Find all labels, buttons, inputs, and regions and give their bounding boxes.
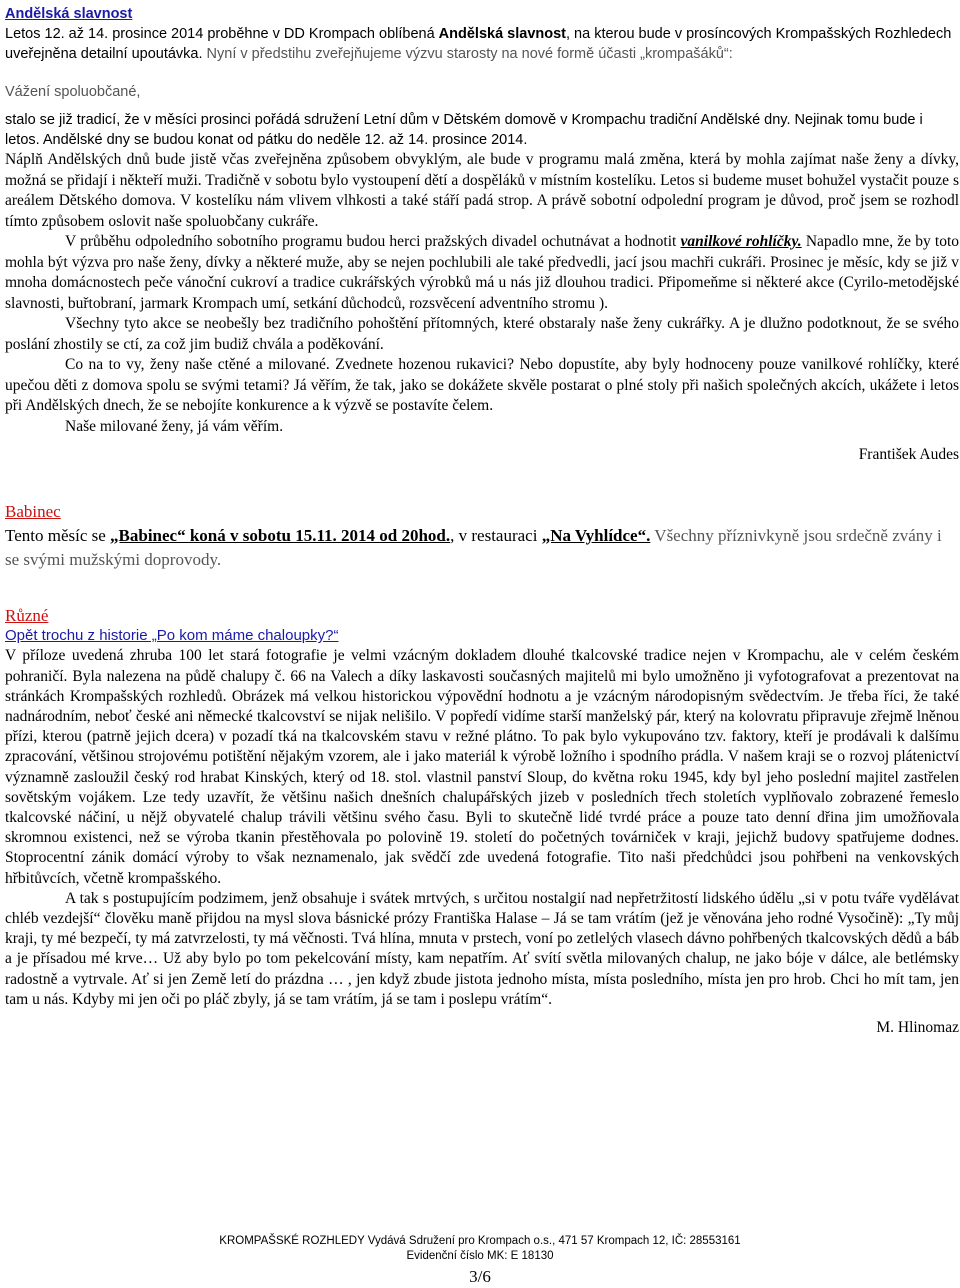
babinec-text-1: Tento měsíc se [5,526,111,545]
paragraph-5: Co na to vy, ženy naše ctěné a milované. Zvednete hozenou rukavici? Nebo dopustíte, aby byly hodnoceny pouze vanilkové rohlíčky, které upečou děti z domova spolu se svými tetami? Já věřím, že tak, jako se dokážete skvěle postarat o plné stoly při našich společných akcích, ukážete i letos při Andělských dnech, že se nebojíte konkurence a k výzvě se postavíte čelem. [5,356,959,414]
signature-hlinomaz: M. Hlinomaz [876,1019,959,1037]
babinec-text [5,524,955,572]
subtitle-historie: Opět trochu z historie „Po kom máme chaloupky?“ [5,627,339,645]
footer [0,1234,960,1264]
section-andelska-slavnost [5,4,959,466]
babinec-text-3: , v restauraci [450,526,542,545]
page-number: 3/6 [469,1267,491,1286]
paragraph-1: stalo se již tradicí, že v měsíci prosinci pořádá sdružení Letní dům v Dětském domově v Krompachu tradiční Andělské dny. Nejinak tomu bude i letos. Andělské dny se budou konat od pátku do neděle 12. až 14. prosince 2014. [5,112,923,148]
greeting: Vážení spoluobčané, [5,84,141,100]
letter-body [5,150,959,466]
babinec-venue: „Na Vyhlídce“. [541,526,651,545]
intro-text-a: Letos 12. až 14. prosince 2014 proběhne v DD Krompach oblíbená [5,26,439,42]
section-title-andelska: Andělská slavnost [5,6,133,22]
ruzne-paragraph-2: A tak s postupujícím podzimem, jenž obsahuje i svátek mrtvých, s určitou nostalgií nad nepřetržitostí lidského údělu „si v potu tváře vydělávat chléb vezdejší“ člověku maně přijdou na mysl slova básnické prózy Františka Halase – Já se tam vrátím (jež je věnována jeho rodné Vysočině): „Ty můj kraji, ty mé bezpečí, ty má zatvrzelosti, ty má věčnosti. Tvá hlína, mnuta v prstech, voní po zetlelých vlasech dávno pohřbených tkalcovských dědů a báb a je přísadou mé krve… Už aby bylo po tom pekelcování místy, kam nepatřím. Ať svítí světla milovaných chalup, ne jako bóje v dálce, ale betlémsky radostně a vytrvale. Ať si jen Země letí do prázdna … , jen když zbude jistota jednoho místa, místa posledního, místa jen pro hrob. Chci ho mít tam, jen tam u nás. Kdyby mi jen oči po pláč zbyly, já se tam vrátím, já se tam i poslepu vrátím“. [5,889,959,1008]
paragraph-3-c: Napadlo mne, že by toto mohla být výzva pro naše ženy, dívky a některé muže, aby se nejen pochlubili ale také předvedli, jací jsou machři cukráři. Prosinec je měsíc, kdy se již v mnoha domácnostech peče vánoční cukroví a tradice cukrářských výrobků má u nás již dlouhou tradici. Připomeňme si některé akce (Cyrilo-metodějské slavnosti, buřtobraní, jarmark Krompach umí, setkání důchodců, rozsvěcení adventního stromu ). [5,233,960,312]
paragraph-6: Naše milované ženy, já vám věřím. [65,417,284,435]
intro-paragraph [5,24,959,64]
section-ruzne [5,606,959,1038]
babinec-text-5: Všechny příznivkyně jsou srdečně zvány i se svými mužskými doprovody. [5,526,942,569]
section-babinec [5,500,955,572]
vanilkove-rohlicky: vanilkové rohlíčky. [680,233,802,250]
footer-publisher: KROMPAŠSKÉ ROZHLEDY Vydává Sdružení pro Krompach o.s., 471 57 Krompach 12, IČ: 28553161 [219,1235,741,1247]
paragraph-3-a: V průběhu odpoledního sobotního programu budou herci pražských divadel ochutnávat a hodnotit [65,233,681,250]
section-title-ruzne: Různé [5,606,49,625]
paragraph-4: Všechny tyto akce se neobešly bez tradičního pohoštění přítomných, které obstaraly naše ženy cukrářky. A je dlužno podotknout, že se svého poslání zhostily se ctí, za což jim budiž chvála a poděkování. [5,315,959,353]
section-title-babinec: Babinec [5,502,61,521]
paragraph-3 [5,232,959,314]
babinec-date: „Babinec“ koná v sobotu 15.11. 2014 od 20hod. [110,526,451,545]
signature-audes: František Audes [858,446,959,463]
ruzne-paragraph-1: V příloze uvedená zhruba 100 let stará fotografie je velmi vzácným dokladem dlouhé tkalcovské tradice nejen v Krompachu, ale v celém českém pohraničí. Byla nalezena na půdě chalupy č. 66 na Valech a díky laskavosti současných majitelů mi bylo umožněno ji vyfotografovat a prezentovat na stránkách Krompašských rozhledů. Obrázek má velkou historickou výpovědní hodnotu a je vzácným národopisným svědectvím. Je třeba říci, že také nadnárodním, neboť české ani německé tkalcovství se nijak nelišilo. V popředí vidíme starší manželský pár, který na kolovratu připravuje zřejmě lněnou přízi, kterou (patrně jejich dcera) v pozadí tká na tkalcovském stavu v režné plátno. To pak bylo vykupováno tzv. faktory, kteří je prodávali k dalšímu zpracování, většinou strojovému potištění nějakým vzorem, ale i jako materiál k výrobě ložního i spodního prádla. V našem kraji se o rozvoj plátenictví významně zasloužil český rod hrabat Kinských, který od 18. stol. vlastnil panství Sloup, do května roku 1945, kdy byl jeho poslední majitel zastřelen sovětským vojákem. Lze tedy uzavřít, že většinu našich dnešních chalupářských jizeb v posledních třech stoletích vyplňovalo zobrazené řemeslo tkalcovské náčiní, u nějž obyvatelé chalup trávili většinu svého času. Byli to skutečně lidé tvrdé práce a pouze tato denní dřina jim umožňovala skromnou existenci, než se výroba tkanin přestěhovala po polovině 19. století do početných továrniček v kraji, jejichž budovy spatřujeme dodnes. Stoprocentní zánik domácí výroby to však neznamenalo, jak svědčí zde uvedená fotografie. Tito naši předchůdci jsou pohřbeni na venkovských hřbitůvcích, včetně krompašského. [5,647,959,887]
intro-text-d: Nyní v předstihu zveřejňujeme výzvu starosty na nové formě účasti „krompašáků“: [206,46,733,62]
intro-text-c: , na kterou bude v prosíncových Krompašských Rozhledech uveřejněna detailní upoutávka. [5,26,952,62]
paragraph-2: Náplň Andělských dnů bude jistě včas zveřejněna způsobem obvyklým, ale bude v programu malá změna, která by mohla zajímat naše ženy a dívky, možná se přidají i někteří muži. Tradičně v sobotu bylo vystoupení dětí a dospěláků v místním kostelíku. Letos si budeme muset bohužel vystačit pouze s areálem Dětského domova. V kostelíku nám vlivem vlhkosti a také stáří padá strop. A právě sobotní odpolední program je důvod, proč jsem se rozhodl tímto způsobem oslovit naše spoluobčany cukráře. [5,151,959,230]
footer-registration: Evidenční číslo MK: E 18130 [406,1250,554,1262]
intro-text-b: Andělská slavnost [438,26,566,42]
